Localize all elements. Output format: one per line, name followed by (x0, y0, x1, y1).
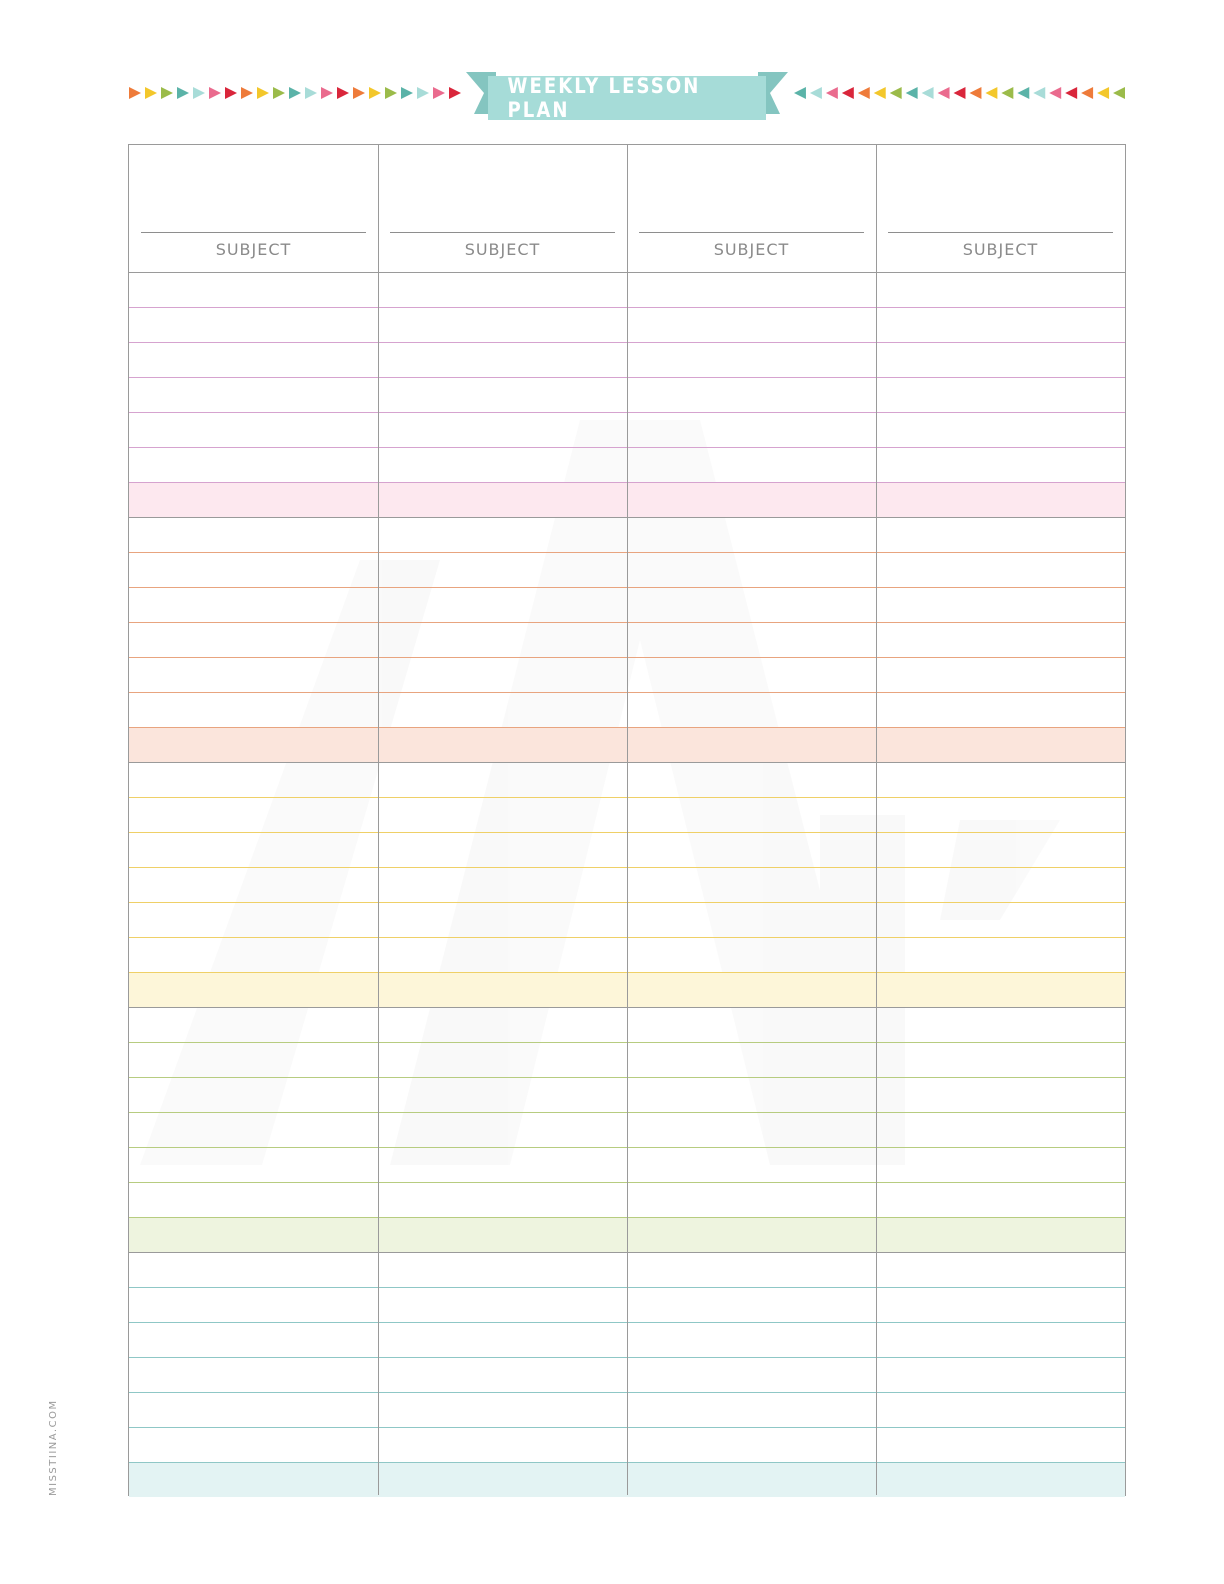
garland-triangle (1033, 87, 1045, 99)
garland-triangle (938, 87, 950, 99)
subject-label: SUBJECT (962, 240, 1039, 259)
garland-triangle (1097, 87, 1109, 99)
garland-triangle (257, 87, 269, 99)
subject-header-cell[interactable] (129, 145, 378, 272)
garland-triangle (985, 87, 997, 99)
garland-triangle (449, 87, 461, 99)
subject-write-line (390, 232, 615, 233)
garland-triangle (225, 87, 237, 99)
lesson-plan-table (128, 144, 1126, 1496)
garland-triangle (289, 87, 301, 99)
garland-triangle (906, 87, 918, 99)
garland-triangle (1049, 87, 1061, 99)
garland-triangle (145, 87, 157, 99)
subject-write-line (141, 232, 366, 233)
footer-brand-text: MISSTIINA.COM (48, 1399, 59, 1496)
title-banner-row (0, 0, 1224, 140)
garland-triangle (810, 87, 822, 99)
garland-triangle (826, 87, 838, 99)
subject-header-cell[interactable] (876, 145, 1125, 272)
subject-label: SUBJECT (713, 240, 790, 259)
garland-triangle (417, 87, 429, 99)
garland-triangle (273, 87, 285, 99)
garland-triangle (305, 87, 317, 99)
garland-triangle (337, 87, 349, 99)
garland-triangle (922, 87, 934, 99)
subject-write-line (639, 232, 864, 233)
garland-triangle (874, 87, 886, 99)
garland-triangle (794, 87, 806, 99)
garland-triangle (1081, 87, 1093, 99)
garland-triangle (177, 87, 189, 99)
garland-triangle (969, 87, 981, 99)
garland-triangle (129, 87, 141, 99)
column-divider (378, 145, 379, 1495)
right-triangle-garland (793, 86, 1128, 100)
garland-triangle (209, 87, 221, 99)
garland-triangle (161, 87, 173, 99)
garland-triangle (385, 87, 397, 99)
garland-triangle (1001, 87, 1013, 99)
garland-triangle (321, 87, 333, 99)
subject-header-cell[interactable] (378, 145, 627, 272)
garland-triangle (1017, 87, 1029, 99)
subject-label: SUBJECT (464, 240, 541, 259)
garland-triangle (433, 87, 445, 99)
garland-triangle (193, 87, 205, 99)
page-title: WEEKLY LESSON PLAN (507, 74, 701, 122)
column-divider (876, 145, 877, 1495)
left-triangle-garland (128, 86, 464, 100)
garland-triangle (241, 87, 253, 99)
subject-write-line (888, 232, 1113, 233)
garland-triangle (858, 87, 870, 99)
column-divider (627, 145, 628, 1495)
header-bottom-border (129, 272, 1125, 273)
garland-triangle (954, 87, 966, 99)
garland-triangle (353, 87, 365, 99)
garland-triangle (401, 87, 413, 99)
subject-header-cell[interactable] (627, 145, 876, 272)
garland-triangle (369, 87, 381, 99)
garland-triangle (1065, 87, 1077, 99)
subject-label: SUBJECT (215, 240, 292, 259)
garland-triangle (890, 87, 902, 99)
garland-triangle (842, 87, 854, 99)
garland-triangle (1113, 87, 1125, 99)
